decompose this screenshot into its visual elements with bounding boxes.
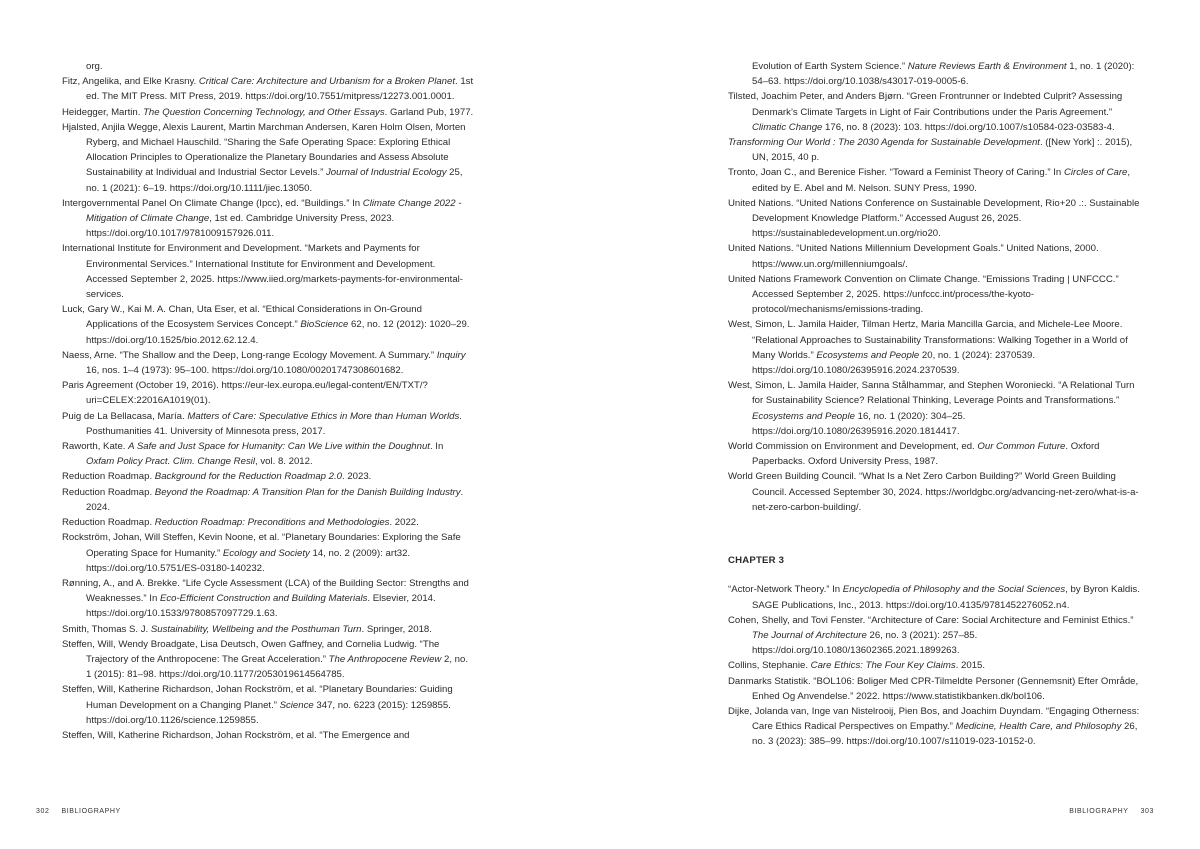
entry-text: World Commission on Environment and Development, ed. <box>728 441 978 453</box>
entry-text: . Garland Pub, 1977. <box>384 106 474 118</box>
entry-title-italic: Medicine, Health Care, and Philosophy <box>955 721 1122 733</box>
bibliography-entry <box>728 89 1140 135</box>
bibliography-entry <box>728 582 1140 612</box>
bibliography-entry <box>62 409 474 439</box>
entry-text: United Nations. “United Nations Millennium Development Goals.” United Nations, 2000. https://www.un.org/millenniumgoals/. <box>728 243 1099 270</box>
bibliography-entry <box>62 241 474 302</box>
entry-text: 14, no. 2 (2009): art32. https://doi.org/10.5751/ES-03180-140232. <box>86 547 411 574</box>
bibliography-entry <box>728 439 1140 469</box>
bibliography-entry <box>728 59 1140 89</box>
bibliography-entry <box>62 74 474 104</box>
entry-title-italic: Ecosystems and People <box>752 410 855 422</box>
entry-text: Reduction Roadmap. <box>62 517 155 529</box>
entry-text: Puig de La Bellacasa, María. <box>62 410 188 422</box>
entry-title-italic: Critical Care: Architecture and Urbanism for a Broken Planet <box>198 76 455 88</box>
entry-text: . Elsevier, 2014. https://doi.org/10.1533/9780857097729.1.63. <box>86 593 436 620</box>
entry-text: Evolution of Earth System Science.” <box>752 61 908 72</box>
entry-text: 2, no. 1 (2015): 81–98. https://doi.org/10.1177/2053019614564785. <box>86 653 469 681</box>
entry-text: 25, no. 1 (2021): 6–19. https://doi.org/10.1111/jiec.13050. <box>86 167 463 194</box>
bibliography-entry <box>62 515 474 530</box>
bibliography-entry <box>62 485 474 515</box>
bibliography-entry <box>62 348 474 378</box>
entry-title-italic: Sustainability, Wellbeing and the Posthuman Turn <box>150 623 362 635</box>
chapter-heading: CHAPTER 3 <box>728 555 785 567</box>
entry-text: . Oxford Paperbacks. Oxford University Press, 1987. <box>752 441 1100 468</box>
entry-text: Reduction Roadmap. <box>62 471 155 483</box>
entry-text: United Nations. “United Nations Conference on Sustainable Development, Rio+20 .:. Sustainable Development Knowledge Platform.” Accessed August 26, 2025. https://sustainabledevelopment.un.org/rio20. <box>728 197 1140 240</box>
entry-text: . 2022. <box>389 517 419 529</box>
entry-text: 1, no. 1 (2020): 54–63. https://doi.org/10.1038/s43017-019-0005-6. <box>752 61 1135 88</box>
entry-text: 16, no. 1 (2020): 304–25. https://doi.org/10.1080/26395916.2020.1814417. <box>752 410 966 437</box>
entry-text: . 2015. <box>955 660 986 672</box>
bibliography-entry <box>62 530 474 576</box>
entry-text: Heidegger, Martin. <box>62 106 144 118</box>
chapter-3-entries <box>728 582 1140 749</box>
page-number: 302 <box>36 808 50 815</box>
bibliography-entry <box>728 317 1140 378</box>
entry-title-italic: Inquiry <box>436 349 466 361</box>
entry-text: 26, no. 3 (2021): 257–85. https://doi.org/10.1080/13602365.2021.1899263. <box>752 629 978 657</box>
bibliography-entry <box>62 302 474 348</box>
bibliography-entry <box>728 241 1140 271</box>
entry-title-italic: Climatic Change <box>752 121 823 133</box>
entry-title-italic: Our Common Future <box>977 441 1066 453</box>
entry-title-italic: Journal of Industrial Ecology <box>325 167 447 179</box>
entry-text: 20, no. 1 (2024): 2370539. https://doi.org/10.1080/26395916.2024.2370539. <box>752 349 1036 377</box>
entry-text: Intergovernmental Panel On Climate Change (Ipcc), ed. “Buildings.” In <box>62 197 363 209</box>
entry-text: Steffen, Will, Katherine Richardson, Johan Rockström, et al. “Planetary Boundaries: Guiding Human Development on a Changing Planet.” <box>62 684 453 711</box>
bibliography-entry <box>62 196 474 242</box>
right-page <box>600 0 1200 849</box>
entry-title-italic: The Anthropocene Review <box>328 653 442 665</box>
entry-text: Luck, Gary W., Kai M. A. Chan, Uta Eser, et al. “Ethical Considerations in On-Ground Applications of the Ecosystem Services Concept.” <box>62 304 422 331</box>
bibliography-entry <box>62 105 474 120</box>
bibliography-entry <box>728 196 1140 242</box>
entry-title-italic: Ecosystems and People <box>816 349 920 361</box>
entry-text: West, Simon, L. Jamila Haider, Tilman Hertz, Maria Mancilla Garcia, and Michele-Lee Moore. “Relational Approaches to Sustainability Transformations: Walking Together in a World of Many Worlds.” <box>728 319 1128 361</box>
entry-title-italic: Matters of Care: Speculative Ethics in More than Human Worlds <box>187 410 460 422</box>
entry-text: Fitz, Angelika, and Elke Krasny. <box>62 76 199 88</box>
entry-title-italic: BioScience <box>300 319 349 331</box>
entry-title-italic: Transforming Our World : The 2030 Agenda for Sustainable Development <box>728 137 1040 149</box>
bibliography-entry <box>728 378 1140 439</box>
entry-text: , by Byron Kaldis. SAGE Publications, Inc., 2013. https://doi.org/10.4135/9781452276052.n4. <box>752 584 1140 611</box>
entry-text: 62, no. 12 (2012): 1020–29. https://doi.org/10.1525/bio.2012.62.12.4. <box>86 319 470 346</box>
bibliography-entry <box>728 658 1140 673</box>
entry-title-italic: The Journal of Architecture <box>752 629 867 641</box>
bibliography-entry <box>728 272 1140 318</box>
entry-text: Hjalsted, Anjila Wegge, Alexis Laurent, Martin Marchman Andersen, Karen Holm Olsen, Morten Ryberg, and Michael Hauschild. “Sharing the Safe Operating Space: Exploring Ethical Allocation Principles to Operationalize the Planetary Boundaries and Assess Absolute Sustainability at Individual and Industrial Sector Levels.” <box>62 121 466 179</box>
entry-text: . ([New York] :. 2015), UN, 2015, 40 p. <box>752 137 1133 164</box>
bibliography-entry <box>62 378 474 408</box>
entry-text: World Green Building Council. “What Is a Net Zero Carbon Building?” World Green Building Council. Accessed September 30, 2024. https://worldgbc.org/advancing-net-zero/what-is-a-net-zero-carbon-building/. <box>728 471 1139 513</box>
entry-title-italic: Beyond the Roadmap: A Transition Plan for the Danish Building Industry <box>154 486 461 498</box>
entry-text: Rockström, Johan, Will Steffen, Kevin Noone, et al. “Planetary Boundaries: Exploring the Safe Operating Space for Humanity.” <box>62 532 461 559</box>
entry-text: Collins, Stephanie. <box>728 660 811 672</box>
bibliography-entry <box>728 165 1140 195</box>
bibliography-entry <box>728 674 1140 704</box>
bibliography-entry <box>728 613 1140 659</box>
page-number: 303 <box>1140 808 1154 815</box>
entry-text: . In <box>429 441 444 453</box>
entry-text: . 2023. <box>342 471 372 483</box>
entry-title-italic: Background for the Reduction Roadmap 2.0 <box>154 471 342 483</box>
entry-text: Steffen, Will, Katherine Richardson, Johan Rockström, et al. “The Emergence and <box>62 729 410 741</box>
entry-text: , edited by E. Abel and M. Nelson. SUNY Press, 1990. <box>752 167 1131 194</box>
entry-title-italic: Climate Change 2022 - Mitigation of Climate Change <box>86 197 462 225</box>
entry-text: . 2024. <box>86 486 464 513</box>
entry-text: 347, no. 6223 (2015): 1259855. https://doi.org/10.1126/science.1259855. <box>86 699 451 726</box>
bibliography-entry <box>728 469 1140 515</box>
entry-text: Tronto, Joan C., and Berenice Fisher. “Toward a Feminist Theory of Caring.” In <box>728 167 1064 179</box>
entry-text: Naess, Arne. “The Shallow and the Deep, Long-range Ecology Movement. A Summary.” <box>62 349 437 361</box>
running-head: BIBLIOGRAPHY <box>61 808 121 815</box>
entry-title-italic: Eco-Efficient Construction and Building Materials <box>159 593 368 605</box>
entry-text: Cohen, Shelly, and Tovi Fenster. “Architecture of Care: Social Architecture and Feminist Ethics.” <box>728 614 1134 626</box>
bibliography-entries-right <box>728 59 1140 515</box>
entry-text: Tilsted, Joachim Peter, and Anders Bjørn. “Green Frontrunner or Indebted Culprit? Assessing Denmark’s Climate Targets in Light of Fair Contributions under the Paris Agreement.” <box>728 91 1123 118</box>
entry-text: Dijke, Jolanda van, Inge van Nistelrooij, Pien Bos, and Joachim Duyndam. “Engaging Otherness: Care Ethics Radical Perspectives on Empathy.” <box>728 705 1140 733</box>
page-footer-right <box>1069 808 1154 815</box>
bibliography-entry <box>62 59 474 74</box>
entry-text: United Nations Framework Convention on Climate Change. “Emissions Trading | UNFCCC.” Accessed September 2, 2025. https://unfccc.int/process/the-kyoto-protocol/mechanisms/emissions-trading. <box>728 273 1119 316</box>
bibliography-list-right <box>728 59 1140 750</box>
entry-text: Raworth, Kate. <box>62 441 129 453</box>
bibliography-entry <box>62 469 474 484</box>
entry-text: Smith, Thomas S. J. <box>62 623 151 635</box>
entry-text: Rønning, A., and A. Brekke. “Life Cycle Assessment (LCA) of the Building Sector: Strengths and Weaknesses.” In <box>62 577 469 605</box>
running-head: BIBLIOGRAPHY <box>1069 808 1129 815</box>
bibliography-list-left <box>62 59 474 743</box>
entry-text: Paris Agreement (October 19, 2016). https://eur-lex.europa.eu/legal-content/EN/TXT/?uri=CELEX:22016A1019(01). <box>62 380 428 407</box>
entry-text: International Institute for Environment and Development. “Markets and Payments for Environmental Services.” International Institute for Environment and Development. Accessed September 2, 2025. https://www.iied.org/markets-payments-for-environmental-services. <box>62 243 463 301</box>
bibliography-entry <box>62 682 474 728</box>
entry-title-italic: Care Ethics: The Four Key Claims <box>810 660 956 672</box>
entry-title-italic: A Safe and Just Space for Humanity: Can We Live within the Doughnut <box>128 441 430 453</box>
entry-title-italic: Science <box>279 699 314 711</box>
bibliography-entry <box>728 135 1140 165</box>
entry-text: Reduction Roadmap. <box>62 486 155 498</box>
entry-text: 26, no. 3 (2023): 385–99. https://doi.org/10.1007/s11019-023-10152-0. <box>752 721 1138 748</box>
bibliography-entry <box>62 439 474 469</box>
page-footer-left <box>36 808 121 815</box>
bibliography-entry <box>728 704 1140 750</box>
entry-text: Steffen, Will, Wendy Broadgate, Lisa Deutsch, Owen Gaffney, and Cornelia Ludwig. “The Trajectory of the Anthropocene: The Great Acceleration.” <box>62 638 440 665</box>
entry-text: org. <box>86 61 103 72</box>
entry-text: . 1st ed. The MIT Press. MIT Press, 2019. https://doi.org/10.7551/mitpress/12273.001.0001. <box>86 76 474 103</box>
entry-title-italic: The Question Concerning Technology, and Other Essays <box>143 106 385 118</box>
entry-text: . Springer, 2018. <box>361 623 432 635</box>
entry-text: 16, nos. 1–4 (1973): 95–100. https://doi.org/10.1080/00201747308601682. <box>86 365 404 377</box>
entry-text: West, Simon, L. Jamila Haider, Sanna Stålhammar, and Stephen Woroniecki. “A Relational Turn for Sustainability Science? Relational Thinking, Leverage Points and Transformations.” <box>728 380 1135 407</box>
entry-title-italic: Nature Reviews Earth & Environment <box>907 61 1067 72</box>
bibliography-entry <box>62 576 474 622</box>
entry-title-italic: Reduction Roadmap: Preconditions and Methodologies <box>154 517 390 529</box>
entry-title-italic: Ecology and Society <box>222 547 310 559</box>
entry-text: , vol. 8. 2012. <box>255 456 313 468</box>
entry-text: Danmarks Statistik. “BOL106: Boliger Med CPR-Tilmeldte Personer (Gennemsnit) Efter Område, Enhed Og Anvendelse.” 2022. https://www.statistikbanken.dk/bol106. <box>728 675 1139 702</box>
entry-text: . Posthumanities 41. University of Minnesota press, 2017. <box>86 410 462 437</box>
bibliography-entry <box>62 728 474 743</box>
entry-title-italic: Encyclopedia of Philosophy and the Social Sciences <box>842 584 1066 596</box>
entry-text: , 1st ed. Cambridge University Press, 2023. https://doi.org/10.1017/9781009157926.011. <box>86 213 395 240</box>
entry-title-italic: Oxfam Policy Pract. Clim. Change Resil <box>86 456 256 468</box>
entry-text: “Actor-Network Theory.” In <box>728 584 843 596</box>
bibliography-entry <box>62 637 474 683</box>
bibliography-entry <box>62 622 474 637</box>
entry-title-italic: Circles of Care <box>1063 167 1128 179</box>
entry-text: 176, no. 8 (2023): 103. https://doi.org/10.1007/s10584-023-03583-4. <box>822 121 1115 133</box>
bibliography-entry <box>62 120 474 196</box>
